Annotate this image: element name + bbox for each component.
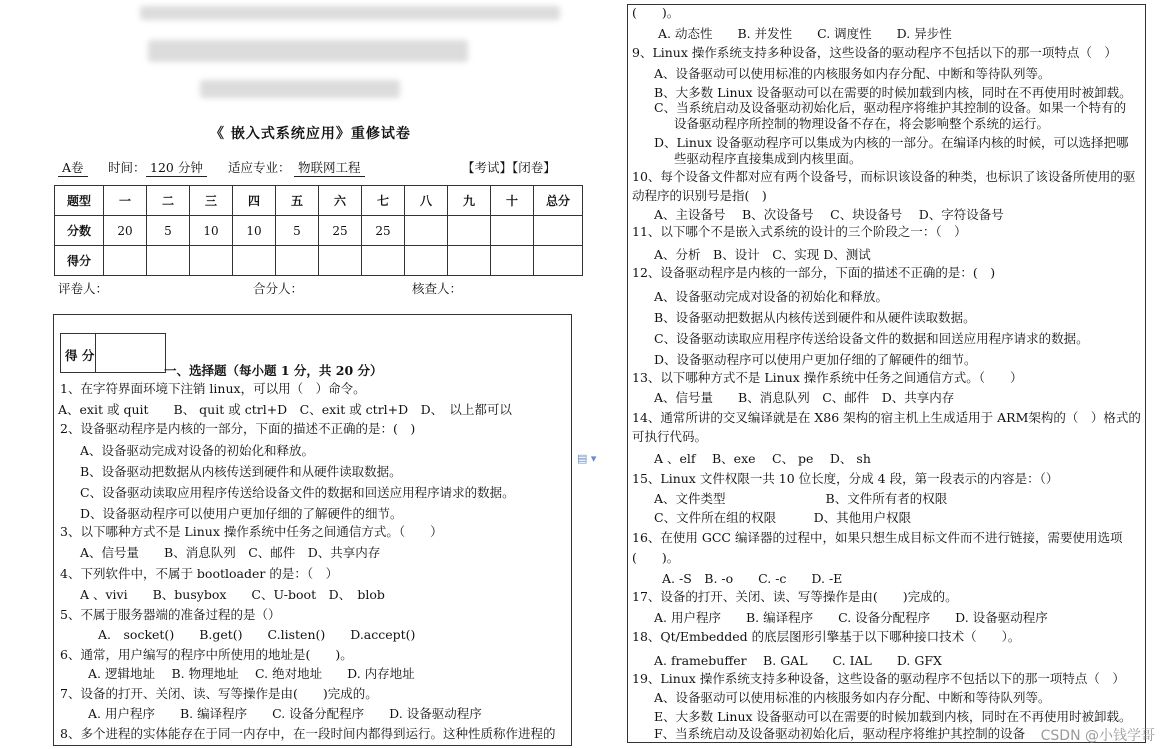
question-line: C、设备驱动读取应用程序传送给设备文件的数据和回送应用程序请求的数据。 bbox=[80, 485, 515, 500]
time-value: 120 分钟 bbox=[146, 158, 207, 177]
time-label: 时间： bbox=[108, 160, 146, 175]
section-score-box bbox=[60, 333, 166, 373]
question-line: A. socket() B.get() C.listen() D.accept() bbox=[98, 627, 416, 642]
question-line: C、设备驱动读取应用程序传送给设备文件的数据和回送应用程序请求的数据。 bbox=[654, 331, 1089, 346]
question-line: 1、在字符界面环境下注销 linux，可以用（ ）命令。 bbox=[60, 381, 366, 396]
score-cell-earned bbox=[362, 246, 405, 276]
score-cell-points bbox=[534, 216, 583, 246]
score-table-earned-row bbox=[55, 246, 583, 276]
question-line: A. 动态性 B. 并发性 C. 调度性 D. 异步性 bbox=[658, 26, 952, 41]
question-line: 动程序的识别号是指( ) bbox=[632, 188, 767, 203]
question-line: A、信号量 B、消息队列 C、邮件 D、共享内存 bbox=[654, 390, 955, 405]
score-cell-earned bbox=[233, 246, 276, 276]
question-line: C、当系统启动及设备驱动初始化后，驱动程序将维护其控制的设备。如果一个特有的 bbox=[654, 100, 1127, 115]
section-score-label: 得 分 bbox=[65, 348, 95, 363]
question-line: 9、Linux 操作系统支持多种设备，这些设备的驱动程序不包括以下的那一项特点（ ） bbox=[632, 45, 1117, 60]
question-line: 18、Qt/Embedded 的底层图形引擎基于以下哪种接口技术（ ）。 bbox=[632, 629, 1021, 644]
question-line: B、设备驱动把数据从内核传送到硬件和从硬件读取数据。 bbox=[654, 310, 976, 325]
question-line: B、设备驱动把数据从内核传送到硬件和从硬件读取数据。 bbox=[80, 464, 402, 479]
score-cell-earned bbox=[491, 246, 534, 276]
question-line: A、设备驱动完成对设备的初始化和释放。 bbox=[654, 289, 889, 304]
question-line: 2、设备驱动程序是内核的一部分，下面的描述不正确的是：( ) bbox=[60, 421, 416, 436]
score-cell-header: 八 bbox=[405, 186, 448, 216]
exam-type: 【考试】【闭卷】 bbox=[462, 160, 556, 175]
question-line: 16、在使用 GCC 编译器的过程中，如果只想生成目标文件而不进行链接，需要使用选项 bbox=[632, 530, 1123, 545]
question-line: A、信号量 B、消息队列 C、邮件 D、共享内存 bbox=[80, 545, 381, 560]
score-cell-points: 5 bbox=[276, 216, 319, 246]
question-line: A. framebuffer B. GAL C. IAL D. GFX bbox=[654, 653, 942, 668]
question-line: B、大多数 Linux 设备驱动可以在需要的时候加载到内核，同时在不再使用时被卸载。 bbox=[654, 85, 1132, 100]
paste-options-icon[interactable]: ▤ ▾ bbox=[577, 452, 597, 465]
exam-title: 《 嵌入式系统应用》重修试卷 bbox=[210, 126, 411, 142]
question-line: 可执行代码。 bbox=[632, 429, 708, 444]
score-cell-earned bbox=[448, 246, 491, 276]
score-cell-points: 25 bbox=[319, 216, 362, 246]
score-cell-earned bbox=[104, 246, 147, 276]
blurred-school-header bbox=[140, 6, 560, 20]
question-line: D、Linux 设备驱动程序可以集成为内核的一部分。在编译内核的时候，可以选择把哪 bbox=[654, 135, 1129, 150]
question-line: A 、vivi B、busybox C、U-boot D、 blob bbox=[80, 587, 385, 602]
question-line: C、文件所在组的权限 D、其他用户权限 bbox=[654, 510, 912, 525]
score-cell-earned bbox=[276, 246, 319, 276]
question-line: 12、设备驱动程序是内核的一部分，下面的描述不正确的是：( ) bbox=[632, 265, 996, 280]
question-line: A、设备驱动完成对设备的初始化和释放。 bbox=[80, 443, 315, 458]
score-cell-points: 25 bbox=[362, 216, 405, 246]
score-cell-header: 七 bbox=[362, 186, 405, 216]
question-line: 8、多个进程的实体能存在于同一内存中，在一段时间内都得到运行。这种性质称作进程的 bbox=[60, 726, 556, 741]
section-title: 一、选择题（每小题 1 分，共 20 分） bbox=[164, 363, 383, 378]
score-table-header-row bbox=[55, 186, 583, 216]
question-line: 13、以下哪种方式不是 Linux 操作系统中任务之间通信方式。（ ） bbox=[632, 370, 1023, 385]
score-cell-points bbox=[448, 216, 491, 246]
question-line: A、exit 或 quit B、 quit 或 ctrl+D C、exit 或 ctrl+D D、 以上都可以 bbox=[58, 402, 512, 417]
checker-label: 核查人： bbox=[412, 281, 463, 296]
major-value: 物联网工程 bbox=[294, 158, 365, 177]
question-line: 3、以下哪种方式不是 Linux 操作系统中任务之间通信方式。（ ） bbox=[60, 524, 443, 539]
question-line: ( )。 bbox=[632, 5, 680, 20]
question-line: 15、Linux 文件权限一共 10 位长度，分成 4 段，第一段表示的内容是：（） bbox=[632, 471, 1059, 486]
question-line: 设备驱动程序所控制的物理设备不存在，将会影响整个系统的运行。 bbox=[674, 116, 1050, 131]
score-cell-earned bbox=[534, 246, 583, 276]
watermark: CSDN @小钱学哥 bbox=[1040, 728, 1155, 744]
question-line: 11、以下哪个不是嵌入式系统的设计的三个阶段之一：（ ） bbox=[632, 224, 967, 239]
question-line: 7、设备的打开、关闭、读、写等操作是由( )完成的。 bbox=[60, 686, 378, 701]
question-line: 5、不属于服务器端的准备过程的是（） bbox=[60, 607, 281, 622]
score-cell-points: 分数 bbox=[55, 216, 104, 246]
question-line: 14、通常所讲的交叉编译就是在 X86 架构的宿主机上生成适用于 ARM架构的（ ）格式的 bbox=[632, 410, 1141, 425]
blurred-school-header-2 bbox=[148, 40, 468, 62]
score-cell-header: 六 bbox=[319, 186, 362, 216]
score-cell-header: 五 bbox=[276, 186, 319, 216]
major-label: 适应专业： bbox=[228, 160, 291, 175]
question-line: A、主设备号 B、次设备号 C、块设备号 D、字符设备号 bbox=[654, 207, 1004, 222]
question-line: A、分析 B、设计 C、实现 D、测试 bbox=[654, 247, 871, 262]
question-line: 17、设备的打开、关闭、读、写等操作是由( )完成的。 bbox=[632, 589, 958, 604]
question-line: A、设备驱动可以使用标准的内核服务如内存分配、中断和等待队列等。 bbox=[654, 690, 1051, 705]
combiner-label: 合分人： bbox=[253, 281, 304, 296]
question-line: D、设备驱动程序可以使用户更加仔细的了解硬件的细节。 bbox=[80, 506, 403, 521]
score-cell-points: 10 bbox=[190, 216, 233, 246]
blurred-school-header-3 bbox=[200, 80, 400, 98]
score-cell-header: 一 bbox=[104, 186, 147, 216]
question-line: A. 用户程序 B. 编译程序 C. 设备分配程序 D. 设备驱动程序 bbox=[654, 610, 1048, 625]
question-line: 10、每个设备文件都对应有两个设备号，而标识该设备的种类，也标识了该设备所使用的驱 bbox=[632, 169, 1136, 184]
question-line: F、当系统启动及设备驱动初始化后，驱动程序将维护其控制的设备 bbox=[654, 726, 1026, 741]
question-line: 4、下列软件中，不属于 bootloader 的是：（ ） bbox=[60, 566, 339, 581]
question-line: ( )。 bbox=[632, 550, 680, 565]
score-cell-points bbox=[405, 216, 448, 246]
score-cell-earned bbox=[147, 246, 190, 276]
score-cell-points: 5 bbox=[147, 216, 190, 246]
score-cell-header: 二 bbox=[147, 186, 190, 216]
score-cell-earned: 得分 bbox=[55, 246, 104, 276]
score-cell-points: 20 bbox=[104, 216, 147, 246]
score-table bbox=[54, 185, 583, 276]
score-cell-header: 四 bbox=[233, 186, 276, 216]
score-cell-points bbox=[491, 216, 534, 246]
score-cell-header: 十 bbox=[491, 186, 534, 216]
question-line: 6、通常，用户编写的程序中所使用的地址是( )。 bbox=[60, 647, 353, 662]
score-cell-points: 10 bbox=[233, 216, 276, 246]
question-line: A. 逻辑地址 B. 物理地址 C. 绝对地址 D. 内存地址 bbox=[88, 666, 415, 681]
score-cell-header: 三 bbox=[190, 186, 233, 216]
question-line: 19、Linux 操作系统支持多种设备，这些设备的驱动程序不包括以下的那一项特点（ ） bbox=[632, 671, 1125, 686]
question-line: A. 用户程序 B. 编译程序 C. 设备分配程序 D. 设备驱动程序 bbox=[88, 706, 482, 721]
score-cell-earned bbox=[319, 246, 362, 276]
question-line: 些驱动程序直接集成到内核里面。 bbox=[674, 151, 862, 166]
right-question-box bbox=[627, 4, 1146, 743]
paper-label: A卷 bbox=[58, 158, 88, 177]
score-table-points-row bbox=[55, 216, 583, 246]
question-line: A. -S B. -o C. -c D. -E bbox=[662, 571, 843, 586]
question-line: D、设备驱动程序可以使用户更加仔细的了解硬件的细节。 bbox=[654, 352, 977, 367]
score-cell-header: 总分 bbox=[534, 186, 583, 216]
score-cell-header: 题型 bbox=[55, 186, 104, 216]
question-line: A 、elf B、exe C、 pe D、 sh bbox=[654, 451, 871, 466]
score-cell-header: 九 bbox=[448, 186, 491, 216]
score-cell-earned bbox=[405, 246, 448, 276]
score-cell-earned bbox=[190, 246, 233, 276]
grader-label: 评卷人： bbox=[58, 281, 109, 296]
question-line: E、大多数 Linux 设备驱动可以在需要的时候加载到内核，同时在不再使用时被卸载。 bbox=[654, 709, 1132, 724]
question-line: A、文件类型 B、文件所有者的权限 bbox=[654, 491, 948, 506]
score-box-divider bbox=[95, 334, 96, 372]
left-question-box bbox=[53, 314, 572, 746]
question-line: A、设备驱动可以使用标准的内核服务如内存分配、中断和等待队列等。 bbox=[654, 66, 1051, 81]
